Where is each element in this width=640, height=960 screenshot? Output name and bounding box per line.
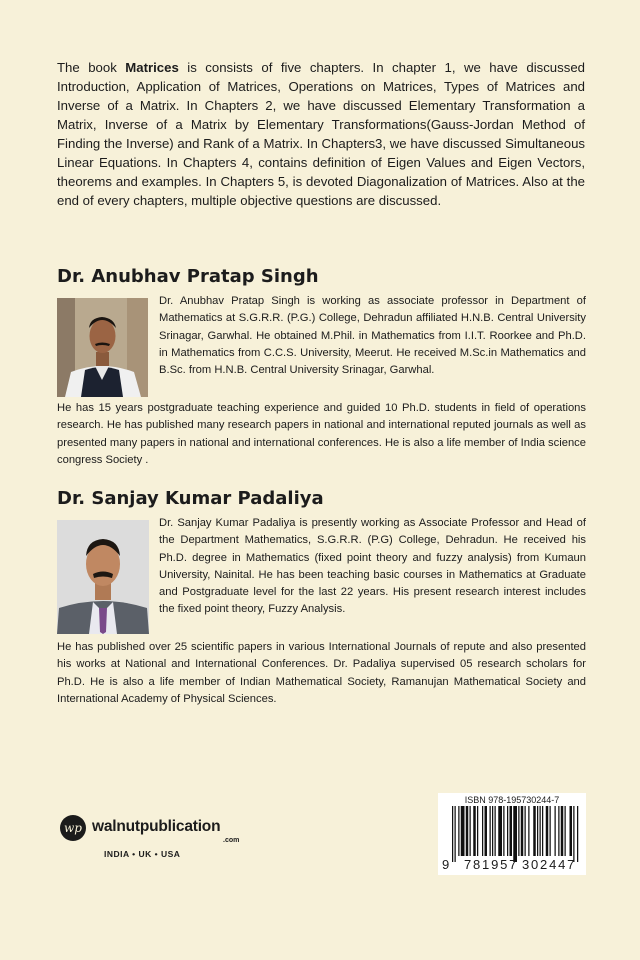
publisher-block xyxy=(60,815,250,865)
author1-bio-side: Dr. Anubhav Pratap Singh is working as associate professor in Department of Mathematics at S.G.R.R. (P.G.) College, Dehradun affiliated H.N.B. Central University Srinagar, Garwhal. He obtained M.Phil. in Mathematics from I.I.T. Roorkee and Ph.D. in Mathematics from C.C.S. University, Meerut. He received M.Sc.in Mathematics and B.Sc. from H.N.B. Central University Srinagar, Garwhal. xyxy=(159,295,586,377)
barcode-bar xyxy=(492,806,493,856)
barcode-bar xyxy=(452,806,453,862)
isbn-label: ISBN 978-195730244-7 xyxy=(464,795,560,805)
barcode-bar xyxy=(528,806,529,856)
barcode-bar xyxy=(495,806,496,856)
barcode-bar xyxy=(537,806,538,856)
barcode-bar xyxy=(482,806,483,856)
barcode-bar xyxy=(570,806,573,856)
barcode-bar xyxy=(525,806,526,856)
author2-bio-full: He has published over 25 scientific papers in various International Journals of repute and also presented his works at National and International Conferences. Dr. Padaliya supervised 05 research scholars for Ph.D. He is also a life member of Indian Mathematical Society, Ramanujan Mathematical Society and International Academy of Physical Sciences. xyxy=(57,641,586,705)
barcode-digits-right: 302447 xyxy=(522,857,577,872)
book-description xyxy=(57,58,585,210)
barcode-bar xyxy=(455,806,456,862)
barcode-bar xyxy=(565,806,566,856)
author1-photo xyxy=(57,298,148,397)
publisher-logo-icon: wp xyxy=(60,815,86,841)
barcode-bar xyxy=(513,806,517,862)
barcode-bar xyxy=(477,806,478,856)
author1-name: Dr. Anubhav Pratap Singh xyxy=(57,266,319,287)
barcode-bar xyxy=(485,806,488,856)
barcode-bar xyxy=(503,806,504,856)
barcode-digit-first: 9 xyxy=(442,857,450,872)
author2-bio-side: Dr. Sanjay Kumar Padaliya is presently working as Associate Professor and Head of the Department Mathematics, S.G.R.R. (P.G) College, Dehradun. He received his Ph.D. degree in Mathematics (fixed point theory and fuzzy analysis) from Kumaun University, Nainital. He has been teaching basic courses in Mathematics at Graduate and Postgraduate level for the last 22 years. His present research interest includes the fixed point theory, Fuzzy Analysis. xyxy=(159,517,586,616)
barcode-bar xyxy=(458,806,459,856)
author2-photo xyxy=(57,520,149,634)
author1-bio-full: He has 15 years postgraduate teaching experience and guided 10 Ph.D. students in field of operations research. He has published many research papers in national and international reputed journals as well as presented many papers in national and international conferences. He is also a life member of India science congress Society . xyxy=(57,402,586,466)
barcode-digits-left: 781957 xyxy=(464,857,519,872)
book-title: Matrices xyxy=(125,60,179,75)
barcode-bar xyxy=(546,806,549,856)
publisher-domain: .com xyxy=(223,837,240,844)
barcode-bar xyxy=(470,806,471,856)
barcode-bar xyxy=(577,806,578,862)
publisher-name: walnutpublication xyxy=(92,818,221,835)
barcode-bar xyxy=(490,806,491,856)
barcode-bar xyxy=(573,806,574,862)
barcode-bar xyxy=(466,806,469,856)
barcode-bar xyxy=(540,806,541,856)
isbn-barcode xyxy=(438,793,586,875)
barcode-bar xyxy=(561,806,564,856)
barcode-bar xyxy=(498,806,502,856)
barcode-bar xyxy=(542,806,543,856)
barcode-bar xyxy=(510,806,513,856)
author2-name: Dr. Sanjay Kumar Padaliya xyxy=(57,488,324,509)
publisher-countries: INDIA • UK • USA xyxy=(104,849,181,859)
barcode-bar xyxy=(473,806,476,856)
description-lead: The book xyxy=(57,60,126,75)
barcode-bar xyxy=(507,806,508,856)
description-body: is consists of five chapters. In chapter 1, we have discussed Introduction, Application of Matrices, Operations on Matrices, Types of Matrices and Inverse of a Matrix. In Chapters 2, we have discussed Elementary Transformation a Matrix, Inverse of a Matrix by Elementary Transformations(Gauss-Jordan Method of Finding the Inverse) and Rank of a Matrix. In Chapters3, we have discussed Simultaneous Linear Equations. In Chapters 4, contains definition of Eigen Values and Eigen Vectors, theorems and examples. In Chapters 5, is devoted Diagonalization of Matrices. Also at the end of every chapters, multiple objective questions are discussed. xyxy=(57,60,586,208)
barcode-bar xyxy=(518,806,519,856)
barcode-bar xyxy=(550,806,551,856)
barcode-bar xyxy=(533,806,536,856)
barcode-bar xyxy=(558,806,559,856)
barcode-bar xyxy=(461,806,465,856)
barcode-bar xyxy=(521,806,524,856)
barcode-bar xyxy=(555,806,556,856)
